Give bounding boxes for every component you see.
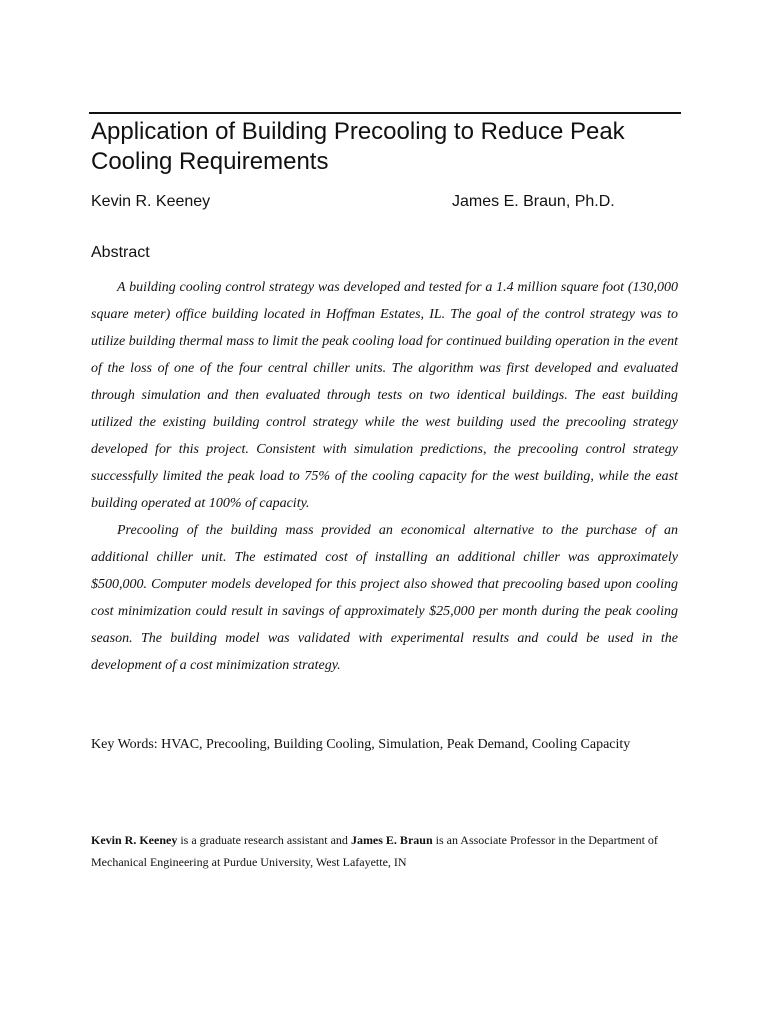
footnote-text-1: is a graduate research assistant and xyxy=(177,833,351,847)
keywords: Key Words: HVAC, Precooling, Building Cooling, Simulation, Peak Demand, Cooling Capacity xyxy=(91,737,631,752)
footnote-author-keeney: Kevin R. Keeney xyxy=(91,833,178,847)
title-rule xyxy=(89,112,681,114)
abstract-paragraph-1: A building cooling control strategy was developed and tested for a 1.4 million square foot (130,000 square meter) office building located in Hoffman Estates, IL. The goal of the control strategy was to utilize building thermal mass to limit the peak cooling load for continued building operation in the event of the loss of one of the four central chiller units. The algorithm was first developed and evaluated through simulation and then evaluated through tests on two identical buildings. The east building utilized the existing building control strategy while the west building used the precooling strategy developed for this project. Consistent with simulation predictions, the precooling control strategy successfully limited the peak load to 75% of the cooling capacity for the west building, while the east building operated at 100% of capacity. xyxy=(91,280,678,511)
footnote-text-2: is an Associate Professor in the Department of Mechanical Engineering at Purdue University, West Lafayette, IN xyxy=(91,833,658,869)
author-footnote xyxy=(91,829,689,873)
author-braun: James E. Braun, Ph.D. xyxy=(452,193,615,210)
abstract-paragraph-2: Precooling of the building mass provided an economical alternative to the purchase of an additional chiller unit. The estimated cost of installing an additional chiller was approximately $500,000. Computer models developed for this project also showed that precooling based upon cooling cost minimization could result in savings of approximately $25,000 per month during the peak cooling season. The building model was validated with experimental results and could be used in the development of a cost minimization strategy. xyxy=(91,523,678,673)
abstract-body xyxy=(91,274,678,679)
footnote-author-braun: James E. Braun xyxy=(350,833,433,847)
paper-title: Application of Building Precooling to Reduce Peak Cooling Requirements xyxy=(91,118,625,175)
author-keeney: Kevin R. Keeney xyxy=(91,193,211,210)
abstract-heading: Abstract xyxy=(91,244,150,261)
